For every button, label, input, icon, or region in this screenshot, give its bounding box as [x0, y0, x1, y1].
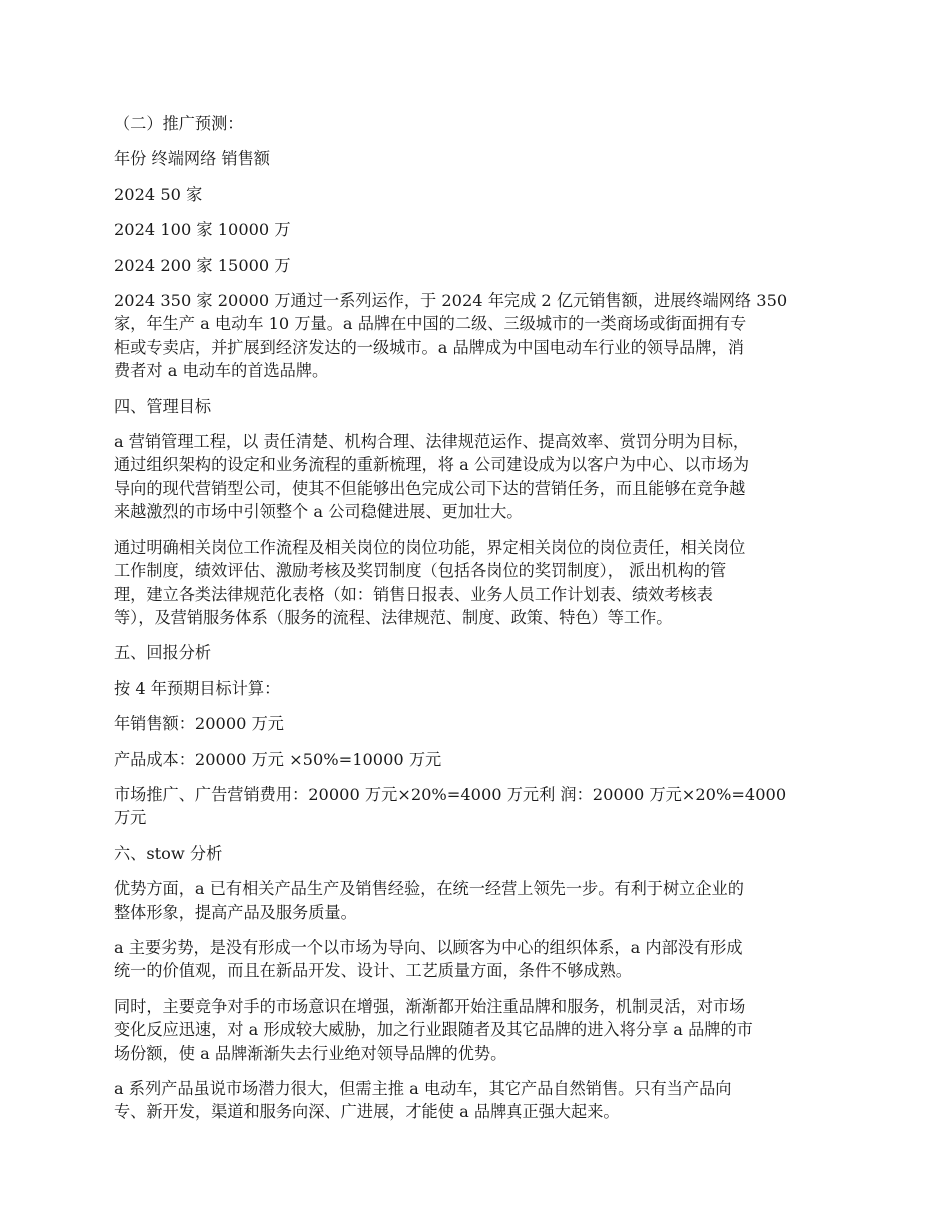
section-heading-management-goals: 四、管理目标 [114, 396, 212, 416]
forecast-summary-paragraph: 2024 350 家 20000 万通过一系列运作，于 2024 年完成 2 亿元销售额，进展终端网络 350 家，年生产 a 电动车 10 万量。a 品牌在中国的二级、三级城市的一类商场或街面拥有专 柜或专卖店，并扩展到经济发达的一级城市。a 品牌成为中国电动车行业的领导品牌，消 费者对 a 电动车的首选品牌。 [114, 291, 788, 381]
forecast-row-3: 2024 200 家 15000 万 [114, 255, 291, 275]
section-heading-return-analysis: 五、回报分析 [114, 643, 212, 663]
forecast-row-1: 2024 50 家 [114, 184, 203, 204]
management-goals-paragraph-1: a 营销管理工程，以 责任清楚、机构合理、法律规范运作、提高效率、赏罚分明为目标， 通过组织架构的设定和业务流程的重新梳理，将 a 公司建设成为以客户为中心、以市场为 导向的现代营销型公司，使其不但能够出色完成公司下达的营销任务，而且能够在竞争越 来越激烈的市场中引领整个 a 公司稳健进展、更加壮大。 [114, 432, 750, 522]
strengths-paragraph: 优势方面，a 已有相关产品生产及销售经验，在统一经营上领先一步。有利于树立企业的 整体形象，提高产品及服务质量。 [114, 879, 744, 922]
annual-sales-line: 年销售额：20000 万元 [114, 714, 284, 734]
opportunities-paragraph: a 系列产品虽说市场潜力很大，但需主推 a 电动车，其它产品自然销售。只有当产品向 专、新开发，渠道和服务向深、广进展，才能使 a 品牌真正强大起来。 [114, 1079, 732, 1122]
section-heading-stow-analysis: 六、stow 分析 [114, 843, 223, 863]
forecast-table-header: 年份 终端网络 销售额 [114, 149, 270, 169]
weaknesses-paragraph: a 主要劣势，是没有形成一个以市场为导向、以顾客为中心的组织体系，a 内部没有形成 统一的价值观，而且在新品开发、设计、工艺质量方面，条件不够成熟。 [114, 937, 743, 981]
management-goals-paragraph-2: 通过明确相关岗位工作流程及相关岗位的岗位功能，界定相关岗位的岗位责任，相关岗位 工作制度，绩效评估、激励考核及奖罚制度（包括各岗位的奖罚制度）， 派出机构的管 理，建立各类法律规范化表格（如：销售日报表、业务人员工作计划表、绩效考核表 等），及营销服务体系（服务的流程、法律规范、制度、政策、特色）等工作。 [114, 537, 746, 627]
marketing-cost-profit-line: 市场推广、广告营销费用：20000 万元×20%=4000 万元利 润：20000 万元×20%=4000 万元 [114, 784, 787, 828]
threats-paragraph: 同时，主要竞争对手的市场意识在增强，渐渐都开始注重品牌和服务，机制灵活，对市场 变化反应迅速，对 a 形成较大威胁，加之行业跟随者及其它品牌的进入将分享 a 品牌的市 场份额，使 a 品牌渐渐失去行业绝对领导品牌的优势。 [114, 996, 753, 1063]
forecast-row-2: 2024 100 家 10000 万 [114, 220, 291, 240]
document-body [114, 112, 840, 1136]
product-cost-line: 产品成本：20000 万元 ×50%=10000 万元 [114, 749, 442, 769]
return-analysis-basis: 按 4 年预期目标计算： [114, 678, 281, 698]
section-heading-promotion-forecast: （二）推广预测： [114, 114, 244, 133]
